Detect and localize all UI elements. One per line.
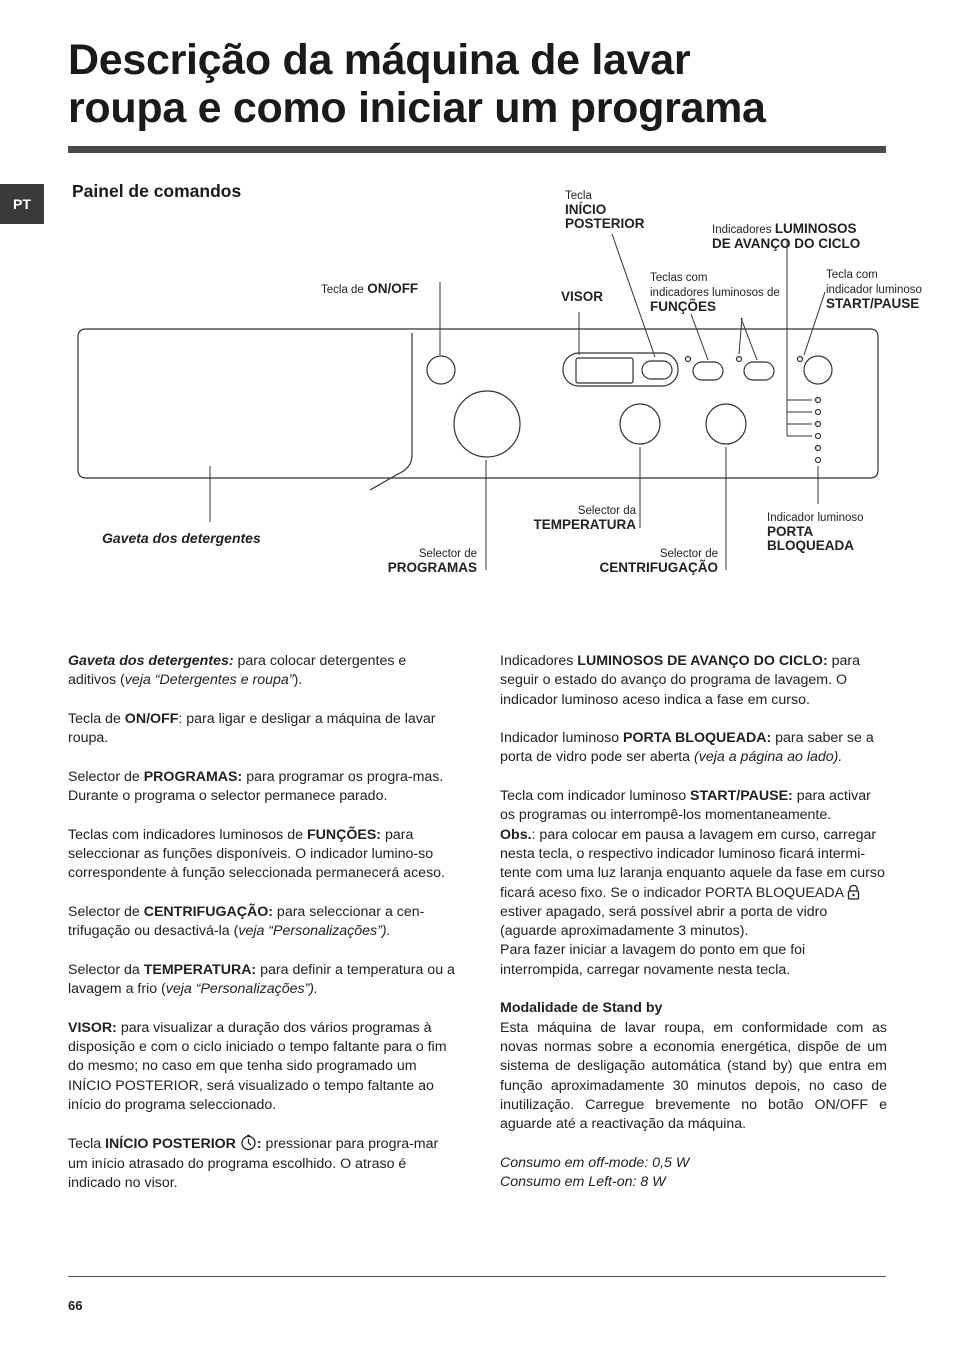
label-temperatura: Selector da TEMPERATURA (533, 505, 636, 532)
paragraph-gaveta: Gaveta dos detergentes: para colocar detergentes e aditivos (veja “Detergentes e roupa”). (68, 653, 407, 689)
paragraph-funcoes: Teclas com indicadores luminosos de FUNÇÕES: para seleccionar as funções disponíveis. O indicador lumino-so correspondente à função seleccionada permanecerá aceso. (68, 826, 446, 882)
label-inicio-posterior: Tecla INÍCIO POSTERIOR (565, 190, 645, 231)
standby-title: Modalidade de Stand by (500, 1000, 663, 1017)
paragraph-luminosos: Indicadores LUMINOSOS DE AVANÇO DO CICLO: para seguir o estado do avanço do programa de lavagem. O indicador luminoso aceso indica a fase em curso. (500, 653, 861, 708)
drawer-divider (370, 333, 412, 490)
paragraph-programas: Selector de PROGRAMAS: para programar os progra-mas. Durante o programa o selector permanece parado. (68, 768, 444, 805)
label-onoff: Tecla de ON/OFF (321, 281, 419, 296)
language-tab: PT (0, 184, 44, 224)
text-column-left (68, 652, 455, 1213)
footer-rule (68, 1276, 886, 1277)
text-column-right (500, 652, 887, 1212)
paragraph-porta-bloqueada: Indicador luminoso PORTA BLOQUEADA: para saber se a porta de vidro pode ser aberta (veja a página ao lado). (500, 730, 874, 766)
lock-icon (847, 884, 860, 900)
paragraph-obs: Obs.: para colocar em pausa a lavagem em curso, carregar nesta tecla, o respectivo indicador luminoso ficará intermi-tente com uma luz laranja enquanto aquele da fase em curso ficará aceso fixo. Se o indicador PORTA BLOQUEADA estiver apagado, será possível abrir a porta de vidro (aguarde aproximadamente 3 minutos). (500, 826, 885, 940)
label-visor: VISOR (561, 289, 604, 304)
temperature-knob-shape (620, 404, 660, 444)
paragraph-onoff: Tecla de ON/OFF: para ligar e desligar a máquina de lavar roupa. (68, 710, 436, 747)
label-funcoes: Teclas com indicadores luminosos de FUNÇÕES (650, 272, 780, 314)
function-button-2-shape (744, 362, 774, 380)
function-button-1-shape (693, 362, 723, 380)
paragraph-centrifugacao: Selector de CENTRIFUGAÇÃO: para seleccionar a cen-trifugação ou desactivá-la (veja “Personalizações”). (68, 903, 425, 940)
delay-button-shape (642, 361, 672, 379)
paragraph-temperatura: Selector da TEMPERATURA: para definir a temperatura ou a lavagem a frio (veja “Personalizações”). (68, 961, 455, 998)
title-line-1: Descrição da máquina de lavar (68, 36, 691, 84)
program-knob-shape (454, 391, 520, 457)
page-number: 66 (68, 1298, 83, 1313)
label-centrifugacao: Selector de CENTRIFUGAÇÃO (599, 548, 718, 575)
paragraph-standby: Esta máquina de lavar roupa, em conformidade com as novas normas sobre a economia energética, dispõe de um sistema de desligação automática (stand by) que entra em função aproximadamente 30 minutos depois, no caso de inutilização. Carregue brevemente no botão ON/OFF e aguarde até a reactivação da máquina. (500, 1019, 887, 1133)
label-start-pause: Tecla com indicador luminoso START/PAUSE (826, 269, 922, 311)
paragraph-restart: Para fazer iniciar a lavagem do ponto em que foi interrompida, carregar novamente nesta tecla. (500, 942, 806, 978)
paragraph-inicio-posterior: Tecla INÍCIO POSTERIOR : pressionar para progra-mar um início atrasado do programa escolhido. O atraso é indicado no visor. (68, 1136, 439, 1192)
consumption-off-mode: Consumo em off-mode: 0,5 W (500, 1154, 690, 1171)
consumption-left-on: Consumo em Left-on: 8 W (500, 1174, 666, 1191)
label-programas: Selector de PROGRAMAS (387, 548, 477, 575)
title-line-2: roupa e como iniciar um programa (68, 84, 766, 132)
section-title: Painel de comandos (72, 181, 242, 201)
paragraph-start-pause: Tecla com indicador luminoso START/PAUSE: para activar os programas ou interrompê-los momentaneamente. (500, 788, 871, 824)
label-gaveta: Gaveta dos detergentes (102, 530, 261, 546)
display-screen (576, 358, 633, 383)
paragraph-visor: VISOR: para visualizar a duração dos vários programas à disposição e com o ciclo iniciado o tempo faltante para o fim do mesmo; no caso em que tenha sido programado um INÍCIO POSTERIOR, será visualizado o tempo faltante ao início do programa seleccionado. (68, 1019, 447, 1113)
onoff-button-shape (427, 356, 455, 384)
label-porta-bloqueada: Indicador luminoso PORTA BLOQUEADA (767, 512, 864, 553)
start-button-shape (804, 356, 832, 384)
delay-timer-icon (240, 1134, 257, 1151)
label-luminosos: Indicadores LUMINOSOS DE AVANÇO DO CICLO (712, 221, 861, 251)
spin-knob-shape (706, 404, 746, 444)
